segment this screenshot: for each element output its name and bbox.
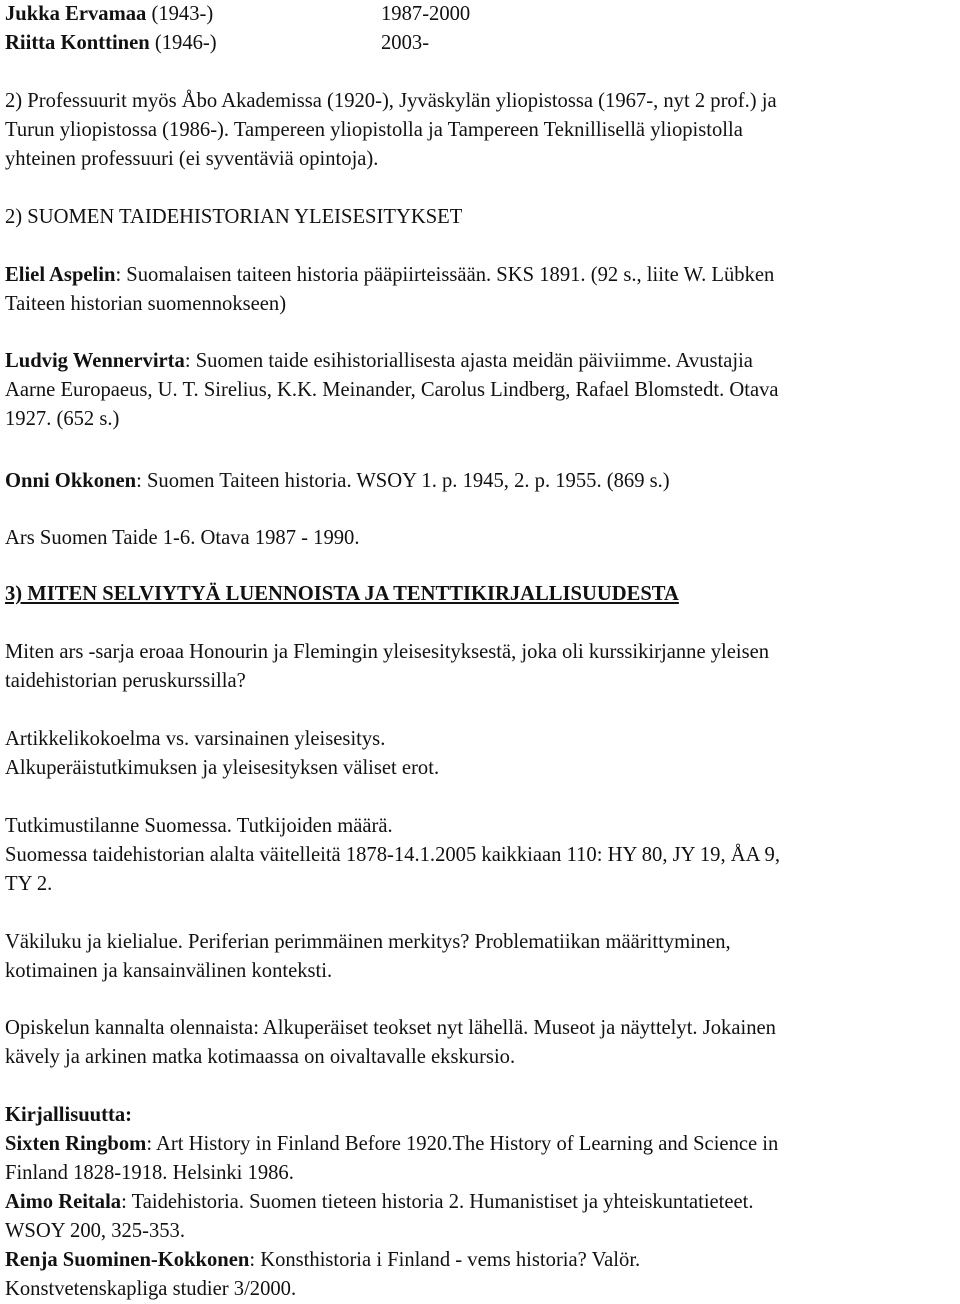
paragraph-article-collection: Artikkelikokoelma vs. varsinainen yleisesitys. Alkuperäistutkimuksen ja yleisesityksen väliset erot. xyxy=(5,728,440,779)
question-paragraph: Miten ars -sarja eroaa Honourin ja Flemingin yleisesityksestä, joka oli kurssikirjanne yleisen taidehistorian peruskurssilla? xyxy=(5,641,770,692)
literature-author: Aimo Reitala xyxy=(5,1191,122,1213)
reference-text: : Suomen Taiteen historia. WSOY 1. p. 1945, 2. p. 1955. (869 s.) xyxy=(136,470,670,492)
literature-list xyxy=(5,1130,953,1304)
professor-row xyxy=(5,0,953,29)
literature-item: Aimo Reitala: Taidehistoria. Suomen tieteen historia 2. Humanistiset ja yhteiskuntatieteet. WSOY 200, 325-353. xyxy=(5,1191,754,1242)
professor-name: Riitta Konttinen xyxy=(5,32,150,54)
literature-item: Renja Suominen-Kokkonen: Konsthistoria i Finland - vems historia? Valör. Konstvetenskapliga studier 3/2000. xyxy=(5,1249,641,1300)
ars-reference: Ars Suomen Taide 1-6. Otava 1987 - 1990. xyxy=(5,527,360,549)
reference-entry xyxy=(5,467,953,496)
professor-row xyxy=(5,29,953,58)
literature-author: Sixten Ringbom xyxy=(5,1133,147,1155)
professorship-note xyxy=(5,87,953,174)
paragraph-study-relevance: Opiskelun kannalta olennaista: Alkuperäiset teokset nyt lähellä. Museot ja näyttelyt. Jokainen kävely ja arkinen matka kotimaassa on oivaltavalle ekskursio. xyxy=(5,1017,776,1068)
literature-item: Sixten Ringbom: Art History in Finland Before 1920.The History of Learning and Science in Finland 1828-1918. Helsinki 1986. xyxy=(5,1133,779,1184)
paragraph-population: Väkiluku ja kielialue. Periferian perimmäinen merkitys? Problematiikan määrittyminen, kotimainen ja kansainvälinen konteksti. xyxy=(5,931,731,982)
paragraph-research-situation: Tutkimustilanne Suomessa. Tutkijoiden määrä. Suomessa taidehistorian alalta väitelleitä 1878-14.1.2005 kaikkiaan 110: HY 80, JY 19, ÅA 9, TY 2. xyxy=(5,815,780,895)
reference-author: Ludvig Wennervirta xyxy=(5,350,185,372)
section-2-heading: 2) SUOMEN TAIDEHISTORIAN YLEISESITYKSET xyxy=(5,206,463,228)
reference-text: 1927. (652 s.) xyxy=(5,408,120,430)
professor-list xyxy=(5,0,953,58)
reference-text: Aarne Europaeus, U. T. Sirelius, K.K. Meinander, Carolus Lindberg, Rafael Blomstedt. Otava xyxy=(5,379,779,401)
professor-years: (1946-) xyxy=(154,32,217,54)
literature-author: Renja Suominen-Kokkonen xyxy=(5,1249,250,1271)
reference-text: Taiteen historian suomennokseen) xyxy=(5,293,287,315)
reference-text: : Suomen taide esihistoriallisesta ajasta meidän päiviimme. Avustajia xyxy=(184,350,753,372)
professor-term: 2003- xyxy=(381,32,430,54)
section-3-heading: 3) MITEN SELVIYTYÄ LUENNOISTA JA TENTTIKIRJALLISUUDESTA xyxy=(5,583,679,605)
literature-heading: Kirjallisuutta: xyxy=(5,1104,132,1126)
reference-entry xyxy=(5,347,953,434)
reference-entry xyxy=(5,261,953,319)
professor-term: 1987-2000 xyxy=(381,3,471,25)
professor-years: (1943-) xyxy=(151,3,214,25)
reference-author: Eliel Aspelin xyxy=(5,264,116,286)
note-line: yhteinen professuuri (ei syventäviä opintoja). xyxy=(5,148,379,170)
note-line: 2) Professuurit myös Åbo Akademissa (1920-), Jyväskylän yliopistossa (1967-, nyt 2 prof.) ja xyxy=(5,90,777,112)
reference-text: : Suomalaisen taiteen historia pääpiirteissään. SKS 1891. (92 s., liite W. Lübken xyxy=(115,264,775,286)
reference-author: Onni Okkonen xyxy=(5,470,137,492)
note-line: Turun yliopistossa (1986-). Tampereen yliopistolla ja Tampereen Teknillisellä yliopistolla xyxy=(5,119,743,141)
professor-name: Jukka Ervamaa xyxy=(5,3,147,25)
